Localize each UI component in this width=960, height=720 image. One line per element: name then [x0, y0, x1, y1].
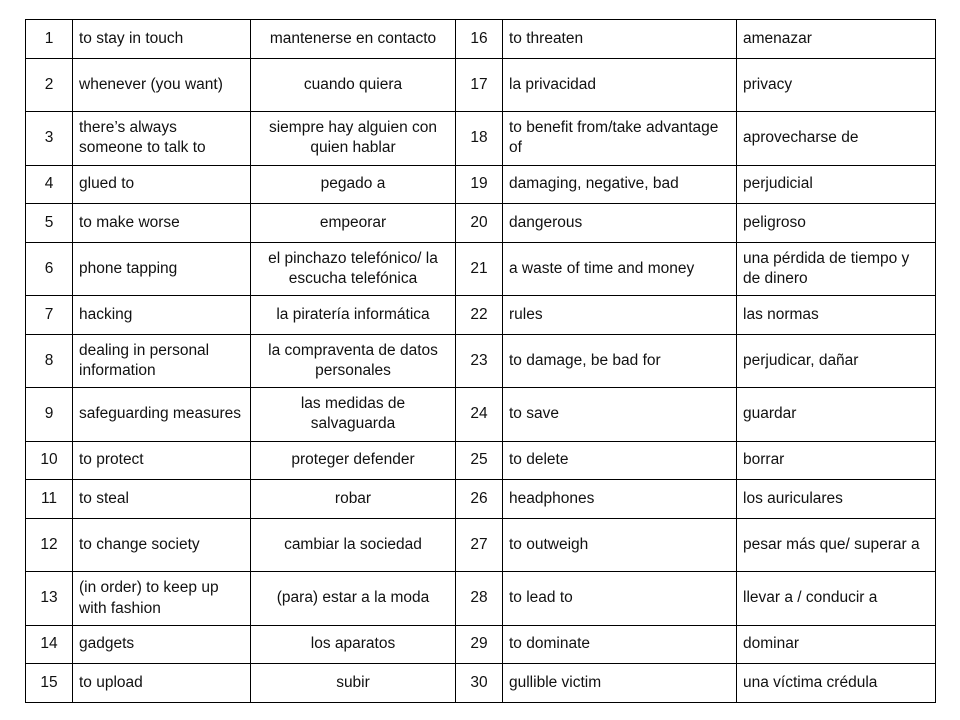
english-term: to change society: [73, 518, 251, 572]
english-term: safeguarding measures: [73, 388, 251, 442]
item-number: 12: [26, 518, 73, 572]
item-number: 25: [456, 441, 503, 480]
english-term: to outweigh: [503, 518, 737, 572]
english-term: glued to: [73, 165, 251, 204]
item-number: 27: [456, 518, 503, 572]
item-number: 2: [26, 58, 73, 112]
spanish-term: llevar a / conducir a: [737, 572, 936, 626]
spanish-term: perjudicar, dañar: [737, 334, 936, 388]
spanish-term: la piratería informática: [251, 296, 456, 335]
spanish-term: pesar más que/ superar a: [737, 518, 936, 572]
spanish-term: una pérdida de tiempo y de dinero: [737, 242, 936, 296]
item-number: 4: [26, 165, 73, 204]
item-number: 19: [456, 165, 503, 204]
item-number: 1: [26, 20, 73, 59]
table-row: [26, 165, 936, 204]
spanish-term: subir: [251, 664, 456, 703]
spanish-term: cuando quiera: [251, 58, 456, 112]
item-number: 23: [456, 334, 503, 388]
english-term: to make worse: [73, 204, 251, 243]
english-term: hacking: [73, 296, 251, 335]
vocabulary-table-body: [26, 20, 936, 703]
item-number: 6: [26, 242, 73, 296]
table-row: [26, 20, 936, 59]
spanish-term: las normas: [737, 296, 936, 335]
item-number: 26: [456, 480, 503, 519]
spanish-term: borrar: [737, 441, 936, 480]
item-number: 14: [26, 625, 73, 664]
spanish-term: mantenerse en contacto: [251, 20, 456, 59]
spanish-term: el pinchazo telefónico/ la escucha telefónica: [251, 242, 456, 296]
item-number: 13: [26, 572, 73, 626]
spanish-term: los aparatos: [251, 625, 456, 664]
item-number: 9: [26, 388, 73, 442]
english-term: phone tapping: [73, 242, 251, 296]
item-number: 11: [26, 480, 73, 519]
english-term: dealing in personal information: [73, 334, 251, 388]
table-row: [26, 480, 936, 519]
spanish-term: dominar: [737, 625, 936, 664]
item-number: 21: [456, 242, 503, 296]
vocabulary-table: [25, 19, 936, 703]
english-term: to lead to: [503, 572, 737, 626]
table-row: [26, 441, 936, 480]
spanish-term: las medidas de salvaguarda: [251, 388, 456, 442]
table-row: [26, 112, 936, 166]
english-term: gadgets: [73, 625, 251, 664]
spanish-term: perjudicial: [737, 165, 936, 204]
item-number: 5: [26, 204, 73, 243]
item-number: 7: [26, 296, 73, 335]
english-term: to save: [503, 388, 737, 442]
english-term: la privacidad: [503, 58, 737, 112]
english-term: (in order) to keep up with fashion: [73, 572, 251, 626]
english-term: whenever (you want): [73, 58, 251, 112]
item-number: 28: [456, 572, 503, 626]
english-term: to benefit from/take advantage of: [503, 112, 737, 166]
item-number: 8: [26, 334, 73, 388]
spanish-term: una víctima crédula: [737, 664, 936, 703]
spanish-term: empeorar: [251, 204, 456, 243]
spanish-term: pegado a: [251, 165, 456, 204]
item-number: 24: [456, 388, 503, 442]
table-row: [26, 625, 936, 664]
table-row: [26, 518, 936, 572]
spanish-term: guardar: [737, 388, 936, 442]
spanish-term: los auriculares: [737, 480, 936, 519]
table-row: [26, 204, 936, 243]
item-number: 30: [456, 664, 503, 703]
spanish-term: la compraventa de datos personales: [251, 334, 456, 388]
english-term: headphones: [503, 480, 737, 519]
item-number: 20: [456, 204, 503, 243]
spanish-term: robar: [251, 480, 456, 519]
item-number: 10: [26, 441, 73, 480]
english-term: to damage, be bad for: [503, 334, 737, 388]
english-term: to delete: [503, 441, 737, 480]
item-number: 18: [456, 112, 503, 166]
table-row: [26, 296, 936, 335]
spanish-term: privacy: [737, 58, 936, 112]
english-term: dangerous: [503, 204, 737, 243]
item-number: 15: [26, 664, 73, 703]
english-term: to dominate: [503, 625, 737, 664]
english-term: to upload: [73, 664, 251, 703]
english-term: to steal: [73, 480, 251, 519]
english-term: to threaten: [503, 20, 737, 59]
english-term: a waste of time and money: [503, 242, 737, 296]
spanish-term: amenazar: [737, 20, 936, 59]
item-number: 16: [456, 20, 503, 59]
english-term: there’s always someone to talk to: [73, 112, 251, 166]
table-row: [26, 572, 936, 626]
item-number: 17: [456, 58, 503, 112]
item-number: 3: [26, 112, 73, 166]
spanish-term: aprovecharse de: [737, 112, 936, 166]
table-row: [26, 242, 936, 296]
item-number: 29: [456, 625, 503, 664]
spanish-term: siempre hay alguien con quien hablar: [251, 112, 456, 166]
english-term: gullible victim: [503, 664, 737, 703]
table-row: [26, 388, 936, 442]
spanish-term: proteger defender: [251, 441, 456, 480]
table-row: [26, 58, 936, 112]
table-row: [26, 664, 936, 703]
english-term: to protect: [73, 441, 251, 480]
spanish-term: peligroso: [737, 204, 936, 243]
english-term: to stay in touch: [73, 20, 251, 59]
table-row: [26, 334, 936, 388]
spanish-term: (para) estar a la moda: [251, 572, 456, 626]
english-term: damaging, negative, bad: [503, 165, 737, 204]
item-number: 22: [456, 296, 503, 335]
english-term: rules: [503, 296, 737, 335]
spanish-term: cambiar la sociedad: [251, 518, 456, 572]
